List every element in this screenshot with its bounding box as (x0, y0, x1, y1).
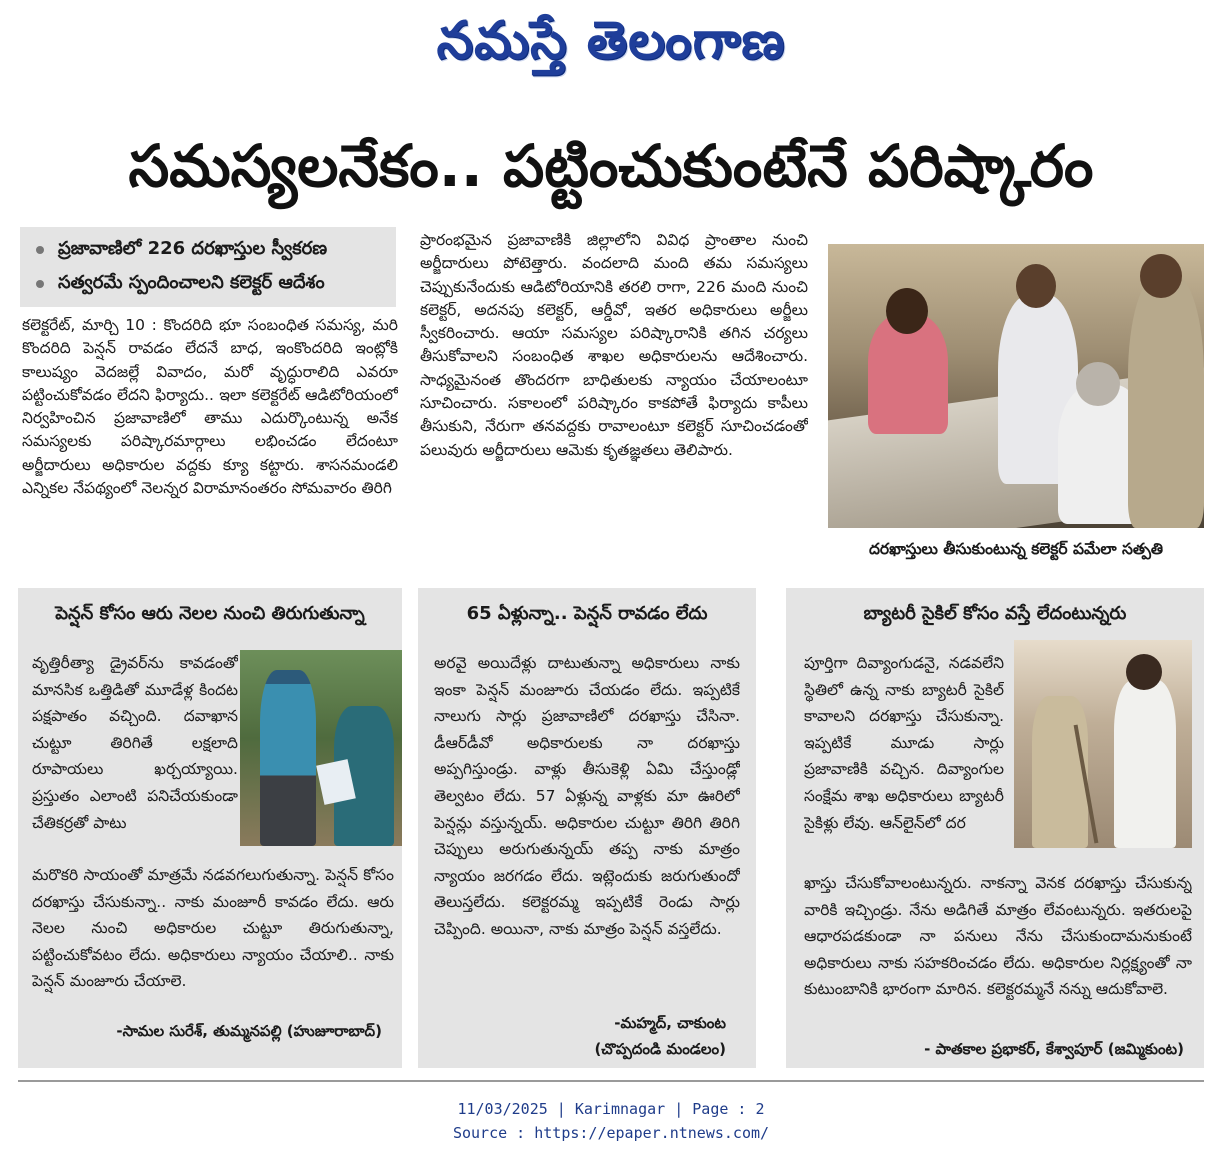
photo-person (1128, 274, 1204, 528)
box-text: పూర్తిగా దివ్యాంగుడనై, నడవలేని స్థితిలో ఉన్న నాకు బ్యాటరీ సైకిల్ కావాలని దరఖాస్తు చేసుకున్నా. ఇప్పటికే మూడు సార్లు ప్రజావాణికి వచ్చిన. దివ్యాంగుల సంక్షేమ శాఖ అధికారులు బ్యాటరీ సైకిళ్లు లేవు. ఆన్‌లైన్‌లో దర (804, 654, 1004, 832)
photo-head (1126, 654, 1162, 690)
box-text: వృత్తిరీత్యా డ్రైవర్‌ను కావడంతో మానసిక ఒత్తిడితో మూడేళ్ల కిందట పక్షపాతం వచ్చింది. దవాఖాన చుట్టూ తిరిగితే లక్షలాది రూపాయలు ఖర్చయ్యాయి. ప్రస్తుతం ఎలాంటి పనిచేయకుండా చేతికర్రతో పాటు (32, 654, 238, 832)
photo-caption: దరఖాస్తులు తీసుకుంటున్న కలెక్టర్ పమేలా సత్పతి (868, 540, 1164, 558)
footer-date-edition: 11/03/2025 | Karimnagar | Page : 2 (457, 1100, 765, 1118)
story-box-battery-cycle (786, 588, 1204, 1068)
story-box-pension-six-months (18, 588, 402, 1068)
byline-place: (చొప్పదండి మండలం) (594, 1040, 726, 1058)
main-story-column-left (22, 314, 398, 566)
photo-head (1076, 362, 1120, 406)
story-box-pension-65-years (418, 588, 756, 1068)
subhead-box (20, 227, 396, 307)
photo-head (1016, 264, 1056, 308)
footer-source-link[interactable]: Source : https://epaper.ntnews.com/ (452, 1124, 770, 1142)
byline: -సామల సురేశ్, తుమ్మనపల్లి (హుజూరాబాద్) (116, 1022, 382, 1040)
photo-head (1140, 254, 1182, 298)
box-text: ఖాస్తు చేసుకోవాలంటున్నరు. నాకన్నా వెనక దరఖాస్తు చేసుకున్న వారికి ఇచ్చిండ్రు. నేను అడిగితే మాత్రం లేవంటున్నరు. ఇతరులపై ఆధారపడకుండా నా పనులు నేను చేసుకుందామనుకుంటే అధికారులు నాకు సహకరించడం లేదు. అధికారుల నిర్లక్ష్యంతో నా కుటుంబానికి భారంగా మారిన. కలెక్టరమ్మనే నన్ను ఆదుకోవాలె. (804, 874, 1192, 999)
box-title: బ్యాటరీ సైకిల్ కోసం వస్తే లేదంటున్నరు (863, 603, 1127, 624)
divider (18, 1080, 1204, 1082)
box-text: మరొకరి సాయంతో మాత్రమే నడవగలుగుతున్నా. పెన్షన్ కోసం దరఖాస్తు చేసుకున్నా.. నాకు మంజూరీ కావడం లేదు. ఆరు నెలల నుంచి అధికారుల చుట్టూ తిరుగుతున్నా, పట్టించుకోవటం లేదు. అధికారులు న్యాయం చేయాలి.. నాకు పెన్షన్ మంజూరు చేయాలె. (32, 866, 394, 991)
photo-person (1032, 696, 1088, 848)
box-title: పెన్షన్ కోసం ఆరు నెలల నుంచి తిరుగుతున్నా (55, 603, 365, 624)
headline: సమస్యలనేకం.. పట్టించుకుంటేనే పరిష్కారం (128, 132, 1094, 200)
footer (0, 1097, 1222, 1145)
photo-person (1114, 680, 1176, 848)
bullet-dot-icon (36, 246, 44, 254)
newspaper-logo: నమస్తే తెలంగాణ (436, 11, 786, 71)
bullet-dot-icon (36, 280, 44, 288)
main-story-column-middle (420, 229, 808, 569)
couple-photo (240, 650, 402, 846)
subhead-text: ప్రజావాణిలో 226 దరఖాస్తుల స్వీకరణ (58, 237, 328, 259)
masthead (0, 8, 1222, 74)
subhead-bullet (28, 233, 388, 267)
collector-photo (828, 244, 1204, 528)
photo-person (260, 670, 316, 846)
byline: - పాతకాల ప్రభాకర్, కేశ్వాపూర్ (జమ్మికుంట) (924, 1040, 1184, 1058)
subhead-text: సత్వరమే స్పందించాలని కలెక్టర్ ఆదేశం (58, 271, 325, 293)
byline-name: -మహ్మద్, చాకుంట (614, 1014, 726, 1032)
subhead-bullet (28, 267, 388, 301)
disabled-man-photo (1014, 640, 1192, 848)
box-text: అరవై అయిదేళ్లు దాటుతున్నా అధికారులు నాకు ఇంకా పెన్షన్ మంజూరు చేయడం లేదు. ఇప్పటికే నాలుగు సార్లు ప్రజావాణిలో దరఖాస్తు చేసినా. డీఆర్‌డీవో అధికారులకు నా దరఖాస్తు అప్పగిస్తుండ్రు. వాళ్లు తీసుకెళ్లి ఏమి చేస్తుండ్లో తెల్వటం లేదు. 57 ఏళ్లున్న వాళ్లకు మా ఊరిలో పెన్షన్లు వస్తున్నయ్. అధికారుల చుట్టూ తిరిగి తిరిగి చెప్పులు అరుగుతున్నయ్ తప్ప నాకు మాత్రం న్యాయం జరగడం లేదు. ఇట్లెందుకు జరుగుతుందో తెలుస్తలేదు. కలెక్టరమ్మ ఇప్పటికే రెండు సార్లు చెప్పింది. అయినా, నాకు మాత్రం పెన్షన్ వస్తలేదు. (434, 654, 740, 938)
box-title: 65 ఏళ్లున్నా.. పెన్షన్ రావడం లేదు (466, 603, 708, 624)
photo-head (886, 288, 928, 334)
main-story-text: ప్రారంభమైన ప్రజావాణికి జిల్లాలోని వివిధ ప్రాంతాల నుంచి అర్జీదారులు పోటెత్తారు. వందలాది మంది తమ సమస్యలు చెప్పుకునేందుకు ఆడిటోరియానికి తరలి రాగా, 226 మంది నుంచి కలెక్టర్, అదనపు కలెక్టర్, ఆర్డీవో, ఇతర అధికారులు అర్జీలు స్వీకరించారు. ఆయా సమస్యల పరిష్కారానికి తగిన చర్యలు తీసుకోవాలని సంబంధిత శాఖల అధికారులను ఆదేశించారు. సాధ్యమైనంత తొందరగా బాధితులకు న్యాయం చేయాలంటూ సూచించారు. సకాలంలో పరిష్కారం కాకపోతే ఫిర్యాదు కాపీలు తీసుకుని, నేరుగా తనవద్దకు రావాలంటూ కలెక్టర్ సూచించడంతో పలువురు అర్జీదారులు ఆమెకు కృతజ్ఞతలు తెలిపారు. (420, 231, 808, 459)
main-story-text: కలెక్టరేట్, మార్చి 10 : కొందరిది భూ సంబంధిత సమస్య, మరి కొందరిది పెన్షన్ రావడం లేదనే బాధ, ఇంకొందరిది ఇంట్లోకి కాలుష్యం వెదజల్లే వివాదం, మరో వృద్ధురాలిది ఎవరూ పట్టించుకోవడం లేదని ఫిర్యాదు.. ఇలా కలెక్టరేట్ ఆడిటోరియంలో నిర్వహించిన ప్రజావాణిలో తాము ఎదుర్కొంటున్న అనేక సమస్యలకు పరిష్కారమార్గాలు లభించడం లేదంటూ అర్జీదారులు అధికారుల వద్దకు క్యూ కట్టారు. శాసనమండలి ఎన్నికల నేపథ్యంలో నెలన్నర విరామానంతరం సోమవారం తిరిగి (22, 316, 398, 498)
